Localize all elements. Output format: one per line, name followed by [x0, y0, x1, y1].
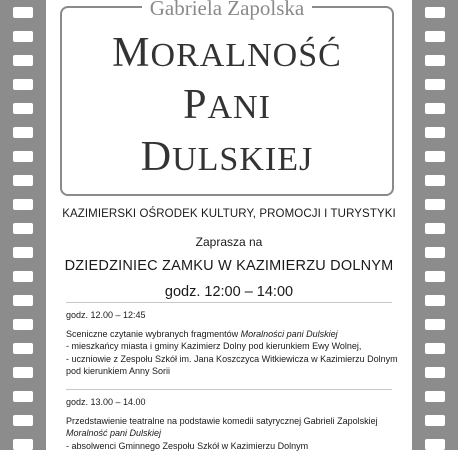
film-hole — [425, 415, 445, 426]
film-hole — [425, 271, 445, 282]
film-hole — [13, 343, 33, 354]
film-hole — [425, 79, 445, 90]
film-strip-right — [412, 0, 458, 450]
film-hole — [13, 103, 33, 114]
film-hole — [13, 199, 33, 210]
poster — [46, 0, 412, 450]
title-frame — [60, 6, 394, 196]
main-time: godz. 12:00 – 14:00 — [46, 284, 412, 300]
film-hole — [425, 295, 445, 306]
film-hole — [13, 7, 33, 18]
film-hole — [425, 367, 445, 378]
program-time: godz. 13.00 – 14.00 — [66, 396, 406, 409]
film-hole — [13, 367, 33, 378]
invites-text: Zaprasza na — [46, 235, 412, 249]
film-hole — [13, 55, 33, 66]
film-hole — [13, 151, 33, 162]
film-hole — [13, 247, 33, 258]
film-hole — [425, 31, 445, 42]
film-hole — [13, 271, 33, 282]
program-description-prefix: Przedstawienie teatralne na podstawie komedii satyrycznej Gabrieli Zapolskiej — [66, 415, 406, 428]
program-description-title — [66, 427, 406, 440]
film-hole — [425, 247, 445, 258]
program-participant: - absolwenci Gminnego Zespołu Szkół w Kazimierzu Dolnym — [66, 440, 406, 452]
program-participant: pod kierunkiem Anny Sorii — [66, 365, 406, 378]
venue-text: DZIEDZINIEC ZAMKU W KAZIMIERZU DOLNYM — [46, 258, 412, 274]
title-line-3 — [62, 134, 392, 183]
film-hole — [425, 439, 445, 450]
program-item — [66, 396, 406, 452]
film-hole — [13, 175, 33, 186]
film-hole — [425, 391, 445, 402]
program-participant: - uczniowie z Zespołu Szkół im. Jana Koszczyca Witkiewicza w Kazimierzu Dolnym — [66, 353, 406, 366]
film-hole — [13, 439, 33, 450]
program-time: godz. 12.00 – 12:45 — [66, 309, 406, 322]
film-hole — [425, 343, 445, 354]
program-item — [66, 309, 406, 378]
program-participant: - mieszkańcy miasta i gminy Kazimierz Dolny pod kierunkiem Ewy Wolnej, — [66, 340, 406, 353]
film-hole — [13, 391, 33, 402]
title-line-1 — [62, 30, 392, 79]
film-hole — [425, 127, 445, 138]
film-hole — [425, 319, 445, 330]
program-desc-prefix: Sceniczne czytanie wybranych fragmentów — [66, 329, 241, 339]
title-line-2 — [62, 82, 392, 131]
film-hole — [13, 295, 33, 306]
title-line-2-text: PANI — [183, 82, 271, 128]
film-hole — [13, 223, 33, 234]
film-hole — [13, 319, 33, 330]
divider — [66, 389, 392, 390]
author-text: Gabriela Zapolska — [142, 0, 313, 20]
title-line-3-text: DULSKIEJ — [141, 134, 314, 180]
film-hole — [425, 199, 445, 210]
program-desc-title: Moralność pani Dulskiej — [66, 428, 161, 438]
film-hole — [425, 223, 445, 234]
film-hole — [13, 79, 33, 90]
film-hole — [13, 415, 33, 426]
organizer-name: KAZIMIERSKI OŚRODEK KULTURY, PROMOCJI I TURYSTYKI — [46, 208, 412, 220]
author-name — [62, 0, 392, 20]
program-description — [66, 328, 406, 341]
divider — [66, 302, 392, 303]
program-desc-title: Moralności pani Dulskiej — [241, 329, 338, 339]
film-hole — [13, 31, 33, 42]
film-hole — [425, 55, 445, 66]
film-hole — [425, 151, 445, 162]
film-hole — [13, 127, 33, 138]
film-hole — [425, 103, 445, 114]
title-line-1-text: MORALNOŚĆ — [112, 30, 342, 76]
film-hole — [425, 175, 445, 186]
film-strip-left — [0, 0, 46, 450]
film-hole — [425, 7, 445, 18]
